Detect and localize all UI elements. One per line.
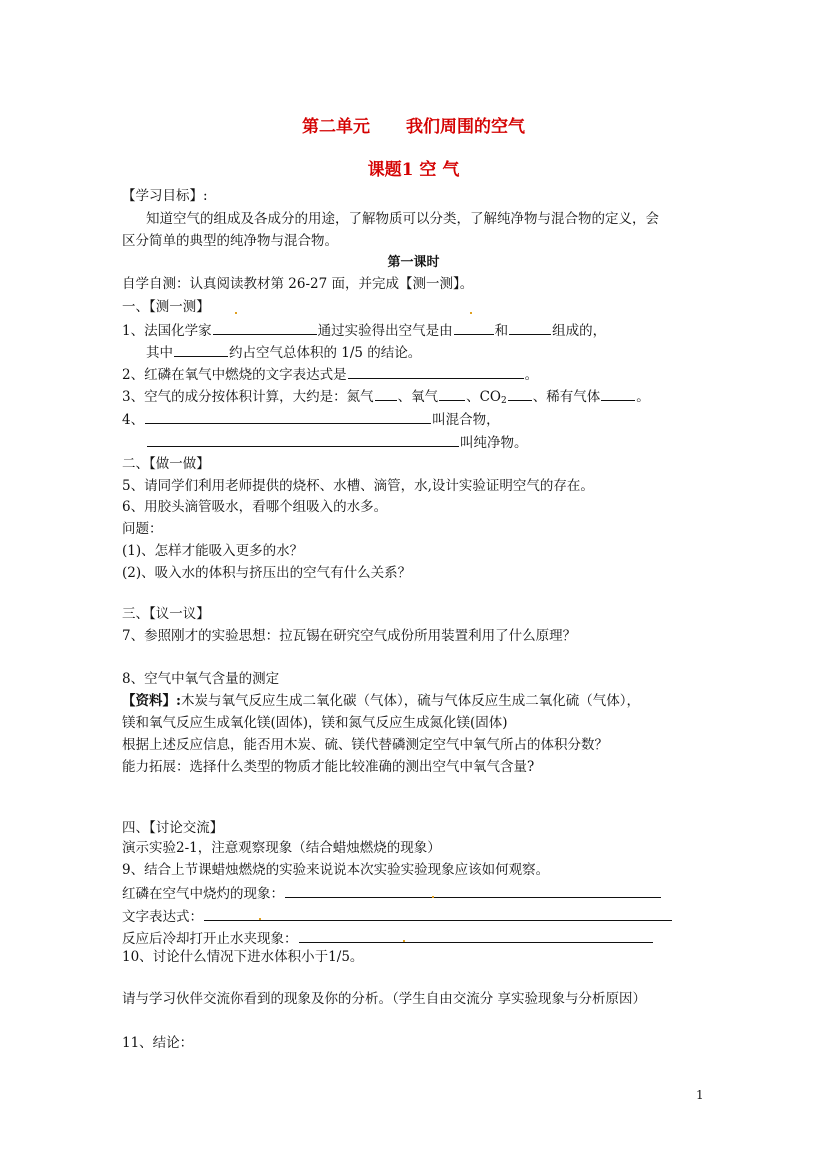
speck [470,312,472,314]
blank[interactable] [348,364,524,379]
extension-question: 能力拓展：选择什么类型的物质才能比较准确的测出空气中氧气含量? [122,759,535,775]
goals-text-line2: 区分简单的典型的纯净物与混合物。 [122,233,338,249]
question-4: 4、 叫混合物， [122,409,500,429]
question-2: 2、红磷在氧气中燃烧的文字表达式是 。 [122,364,538,384]
sub-question-2: (2)、吸入水的体积与挤压出的空气有什么关系？ [122,565,412,581]
blank[interactable] [508,386,532,401]
blank[interactable] [204,906,672,921]
section3-heading: 三、【议一议】 [122,606,210,622]
section1-heading: 一、【测一测】 [122,299,210,315]
blank[interactable] [601,386,635,401]
question-1-cont: 其中 约占空气总体积的 1/5 的结论。 [146,342,421,362]
blank[interactable] [213,320,317,335]
word-equation: 文字表达式： [122,906,673,926]
blank[interactable] [375,386,397,401]
burning-phenomenon: 红磷在空气中烧灼的现象： [122,883,662,903]
blank[interactable] [454,320,494,335]
reference-data: 【资料】:木炭与氧气反应生成二氧化碳（气体），硫与气体反应生成二氧化硫（气体）， [122,693,640,709]
question-1: 1、法国化学家 通过实验得出空气是由 和 组成的， [122,320,606,340]
speck [403,940,405,942]
blank[interactable] [174,342,228,357]
section2-heading: 二、【做一做】 [122,456,210,472]
blank[interactable] [285,883,661,898]
question-9: 9、结合上节课蜡烛燃烧的实验来说说本次实验实验现象应该如何观察。 [122,862,550,878]
page-number: 1 [696,1088,704,1102]
question-8: 8、空气中氧气含量的测定 [122,671,280,687]
sub-question-1: (1)、怎样才能吸入更多的水？ [122,543,304,559]
reference-data-cont: 镁和氧气反应生成氧化镁(固体)，镁和氮气反应生成氮化镁(固体) [122,715,508,731]
blank[interactable] [147,432,459,447]
lesson-subtitle: 第一课时 [387,255,440,270]
goals-heading: 【学习目标】: [122,188,208,204]
inference-question: 根据上述反应信息，能否用木炭、硫、镁代替磷测定空气中氧气所占的体积分数？ [122,737,608,753]
speck [259,918,261,920]
question-4-cont: 叫纯净物。 [146,432,528,452]
question-11: 11、结论： [122,1035,194,1051]
question-6: 6、用胶头滴管吸水，看哪个组吸入的水多。 [122,499,388,515]
blank[interactable] [145,409,431,424]
blank[interactable] [299,928,653,943]
unit-title: 第二单元 我们周围的空气 [302,117,525,137]
blank[interactable] [509,320,551,335]
question-7: 7、参照刚才的实验思想：拉瓦锡在研究空气成份所用装置利用了什么原理？ [122,628,577,644]
speck [432,896,434,898]
self-test-instruction: 自学自测：认真阅读教材第 26-27 面，并完成【测一测】。 [122,276,474,292]
question-10: 10、讨论什么情况下进水体积小于1/5。 [122,949,364,965]
question-5: 5、请同学们利用老师提供的烧杯、水槽、滴管，水,设计实验证明空气的存在。 [122,478,594,494]
share-instruction: 请与学习伙伴交流你看到的现象及你的分析。（学生自由交流分 享实验现象与分析原因） [122,991,647,1007]
question-label: 问题： [122,521,163,537]
goals-text-line1: 知道空气的组成及各成分的用途，了解物质可以分类，了解纯净物与混合物的定义，会 [146,211,659,227]
demo-experiment: 演示实验2-1，注意观察现象（结合蜡烛燃烧的现象） [122,840,441,856]
question-3: 3、空气的成分按体积计算，大约是：氮气 、氧气 、$CO_2$ 、稀有气体 。 [122,386,650,410]
section4-heading: 四、【讨论交流】 [122,820,224,836]
lesson-topic-title: 课题1 空 气 [367,160,460,180]
after-reaction: 反应后冷却打开止水夹现象： [122,928,654,948]
speck [235,312,237,314]
blank[interactable] [439,386,465,401]
